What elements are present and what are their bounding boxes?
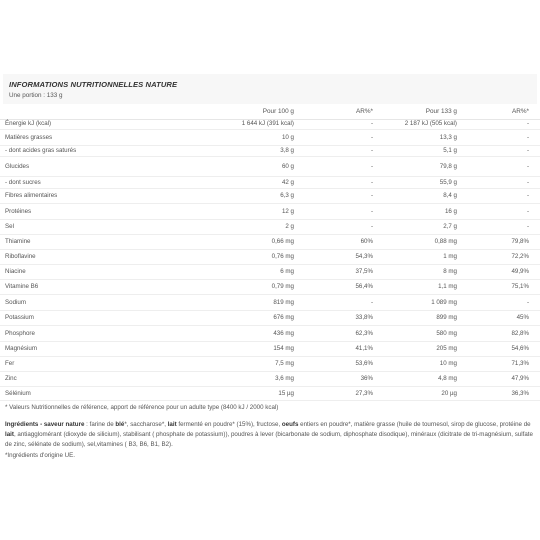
column-ar-133g: AR%* — [511, 108, 529, 115]
nutrient-value: 41,1% — [355, 345, 373, 352]
nutrient-value: - — [526, 299, 529, 306]
nutrient-value: 27,3% — [355, 390, 373, 397]
nutrient-value: 5,1 g — [443, 147, 457, 154]
nutrient-label: Protéines — [5, 208, 32, 215]
nutrient-label: Sodium — [5, 299, 26, 306]
nutrient-value: 33,8% — [355, 314, 373, 321]
nutrient-value: 71,3% — [511, 360, 529, 367]
nutrient-value: 0,79 mg — [271, 283, 294, 290]
table-row — [0, 250, 540, 265]
nutrient-label: Thiamine — [5, 238, 31, 245]
origin-note: *Ingrédients d'origine UE. — [5, 452, 75, 459]
nutrient-value: - — [526, 223, 529, 230]
nutrient-value: 42 g — [281, 179, 294, 186]
nutrient-label: Potassium — [5, 314, 34, 321]
nutrient-value: 6,3 g — [280, 192, 294, 199]
table-row — [0, 280, 540, 295]
nutrient-value: 20 µg — [441, 390, 457, 397]
nutrient-value: 49,9% — [511, 268, 529, 275]
ingredients-part: : farine de — [84, 421, 116, 428]
nutrient-value: 36% — [360, 375, 373, 382]
nutrient-value: 15 µg — [278, 390, 294, 397]
nutrient-label: - dont sucres — [5, 179, 41, 186]
nutrient-value: 7,5 mg — [275, 360, 294, 367]
nutrient-value: - — [370, 134, 373, 141]
nutrient-value: 8 mg — [443, 268, 457, 275]
nutrient-label: Fer — [5, 360, 15, 367]
nutrient-value: 3,6 mg — [275, 375, 294, 382]
nutrient-value: 75,1% — [511, 283, 529, 290]
nutrient-value: - — [370, 223, 373, 230]
nutrient-value: 0,76 mg — [271, 253, 294, 260]
nutrient-label: Niacine — [5, 268, 26, 275]
nutrient-value: 10 g — [281, 134, 294, 141]
nutrient-value: 1 089 mg — [431, 299, 457, 306]
nutrient-value: 45% — [516, 314, 529, 321]
nutrient-value: 60% — [360, 238, 373, 245]
nutrient-value: - — [370, 147, 373, 154]
table-row — [0, 311, 540, 326]
nutrient-value: 16 g — [444, 208, 457, 215]
nutrient-label: Riboflavine — [5, 253, 36, 260]
nutrient-label: Glucides — [5, 163, 30, 170]
nutrient-value: 82,8% — [511, 330, 529, 337]
table-row — [0, 387, 540, 401]
header-band — [3, 74, 537, 104]
nutrient-value: - — [370, 163, 373, 170]
nutrient-value: 4,8 mg — [438, 375, 457, 382]
table-row — [0, 220, 540, 235]
allergen-highlight: lait — [167, 421, 177, 428]
table-row — [0, 235, 540, 250]
table-row — [0, 326, 540, 342]
column-per-133g: Pour 133 g — [425, 108, 457, 115]
ingredients-part: entiers en poudre*, matière grasse (huile de tournesol, sirop de glucose, protéine de — [298, 421, 531, 428]
nutrient-value: - — [526, 134, 529, 141]
nutrient-value: 580 mg — [436, 330, 457, 337]
nutrient-label: Vitamine B6 — [5, 283, 39, 290]
table-row — [0, 146, 540, 157]
nutrient-value: 62,3% — [355, 330, 373, 337]
nutrient-label: Zinc — [5, 375, 17, 382]
table-header — [0, 104, 540, 120]
table-row — [0, 130, 540, 146]
nutrient-value: 154 mg — [273, 345, 294, 352]
nutrient-value: 79,8 g — [439, 163, 457, 170]
nutrient-value: 2 187 kJ (505 kcal) — [404, 120, 457, 127]
nutrient-value: - — [526, 120, 529, 127]
table-row — [0, 372, 540, 387]
allergen-highlight: lait — [5, 431, 14, 438]
nutrient-value: 47,9% — [511, 375, 529, 382]
column-per-100g: Pour 100 g — [262, 108, 294, 115]
nutrient-value: 205 mg — [436, 345, 457, 352]
nutrient-value: 6 mg — [280, 268, 294, 275]
table-row — [0, 119, 540, 130]
table-row — [0, 357, 540, 372]
ingredients-heading: Ingrédients - saveur nature — [5, 421, 85, 428]
nutrient-value: 54,3% — [355, 253, 373, 260]
ingredients-part: *, saccharose*, — [124, 421, 168, 428]
nutrient-value: 899 mg — [436, 314, 457, 321]
column-ar-100g: AR%* — [355, 108, 373, 115]
nutrient-label: Énergie kJ (kcal) — [5, 120, 52, 127]
nutrient-value: 0,66 mg — [271, 238, 294, 245]
nutrient-value: - — [526, 192, 529, 199]
table-row — [0, 265, 540, 280]
nutrient-value: 819 mg — [273, 299, 294, 306]
nutrient-value: 72,2% — [511, 253, 529, 260]
nutrient-label: Sel — [5, 223, 14, 230]
nutrient-label: Magnésium — [5, 345, 37, 352]
footnote: * Valeurs Nutritionnelles de référence, apport de référence pour un adulte type (8400 kJ / 2000 kcal) — [5, 404, 279, 411]
nutrient-label: Fibres alimentaires — [5, 192, 58, 199]
nutrient-value: 8,4 g — [443, 192, 457, 199]
nutrient-label: Phosphore — [5, 330, 35, 337]
table-row — [0, 157, 540, 177]
portion-size: Une portion : 133 g — [9, 92, 63, 99]
nutrient-value: 36,3% — [511, 390, 529, 397]
nutrient-value: 54,6% — [511, 345, 529, 352]
nutrient-value: - — [370, 299, 373, 306]
nutrient-value: - — [526, 163, 529, 170]
table-row — [0, 204, 540, 220]
nutrient-value: 3,8 g — [280, 147, 294, 154]
nutrient-value: 13,3 g — [439, 134, 457, 141]
nutrient-value: - — [526, 147, 529, 154]
nutrient-value: 55,9 g — [439, 179, 457, 186]
nutrient-value: - — [370, 120, 373, 127]
nutrient-label: Matières grasses — [5, 134, 53, 141]
ingredients-text — [5, 420, 535, 450]
nutrient-label: Sélénium — [5, 390, 31, 397]
nutrient-value: 2,7 g — [443, 223, 457, 230]
nutrient-value: 1 644 kJ (391 kcal) — [241, 120, 294, 127]
nutrient-value: 53,6% — [355, 360, 373, 367]
nutrient-value: 10 mg — [439, 360, 457, 367]
nutrient-value: 436 mg — [273, 330, 294, 337]
nutrient-value: 37,5% — [355, 268, 373, 275]
nutrient-value: 79,8% — [511, 238, 529, 245]
nutrient-value: 676 mg — [273, 314, 294, 321]
table-row — [0, 342, 540, 357]
nutrient-value: 0,88 mg — [434, 238, 457, 245]
allergen-highlight: oeufs — [281, 421, 299, 428]
nutrient-value: 12 g — [281, 208, 294, 215]
nutrient-value: - — [526, 179, 529, 186]
nutrient-value: - — [370, 192, 373, 199]
table-row — [0, 189, 540, 204]
page-title: INFORMATIONS NUTRITIONNELLES NATURE — [9, 80, 178, 89]
nutrient-label: - dont acides gras saturés — [5, 147, 77, 154]
nutrient-value: 2 g — [285, 223, 294, 230]
table-row — [0, 295, 540, 311]
nutrient-value: 1,1 mg — [438, 283, 457, 290]
table-row — [0, 177, 540, 189]
ingredients-part: , antiagglomérant (dioxyde de silicium), stabilisant ( phosphate de potassium)), poudres à lever (bicarbonate de sodium, diphosphate disodique), minéraux (dicitrate de tri-magnésium, sulfate de zinc, sélénate de sodium), sel,vitamines ( B3, B6, B1, B2). — [5, 431, 533, 448]
ingredients-part: fermenté en poudre* (15%), fructose, — [176, 421, 282, 428]
nutrient-value: 60 g — [281, 163, 294, 170]
nutrient-value: - — [370, 179, 373, 186]
nutrient-value: 56,4% — [355, 283, 373, 290]
nutrient-value: - — [370, 208, 373, 215]
nutrient-value: 1 mg — [443, 253, 457, 260]
allergen-highlight: blé — [115, 421, 125, 428]
nutrient-value: - — [526, 208, 529, 215]
